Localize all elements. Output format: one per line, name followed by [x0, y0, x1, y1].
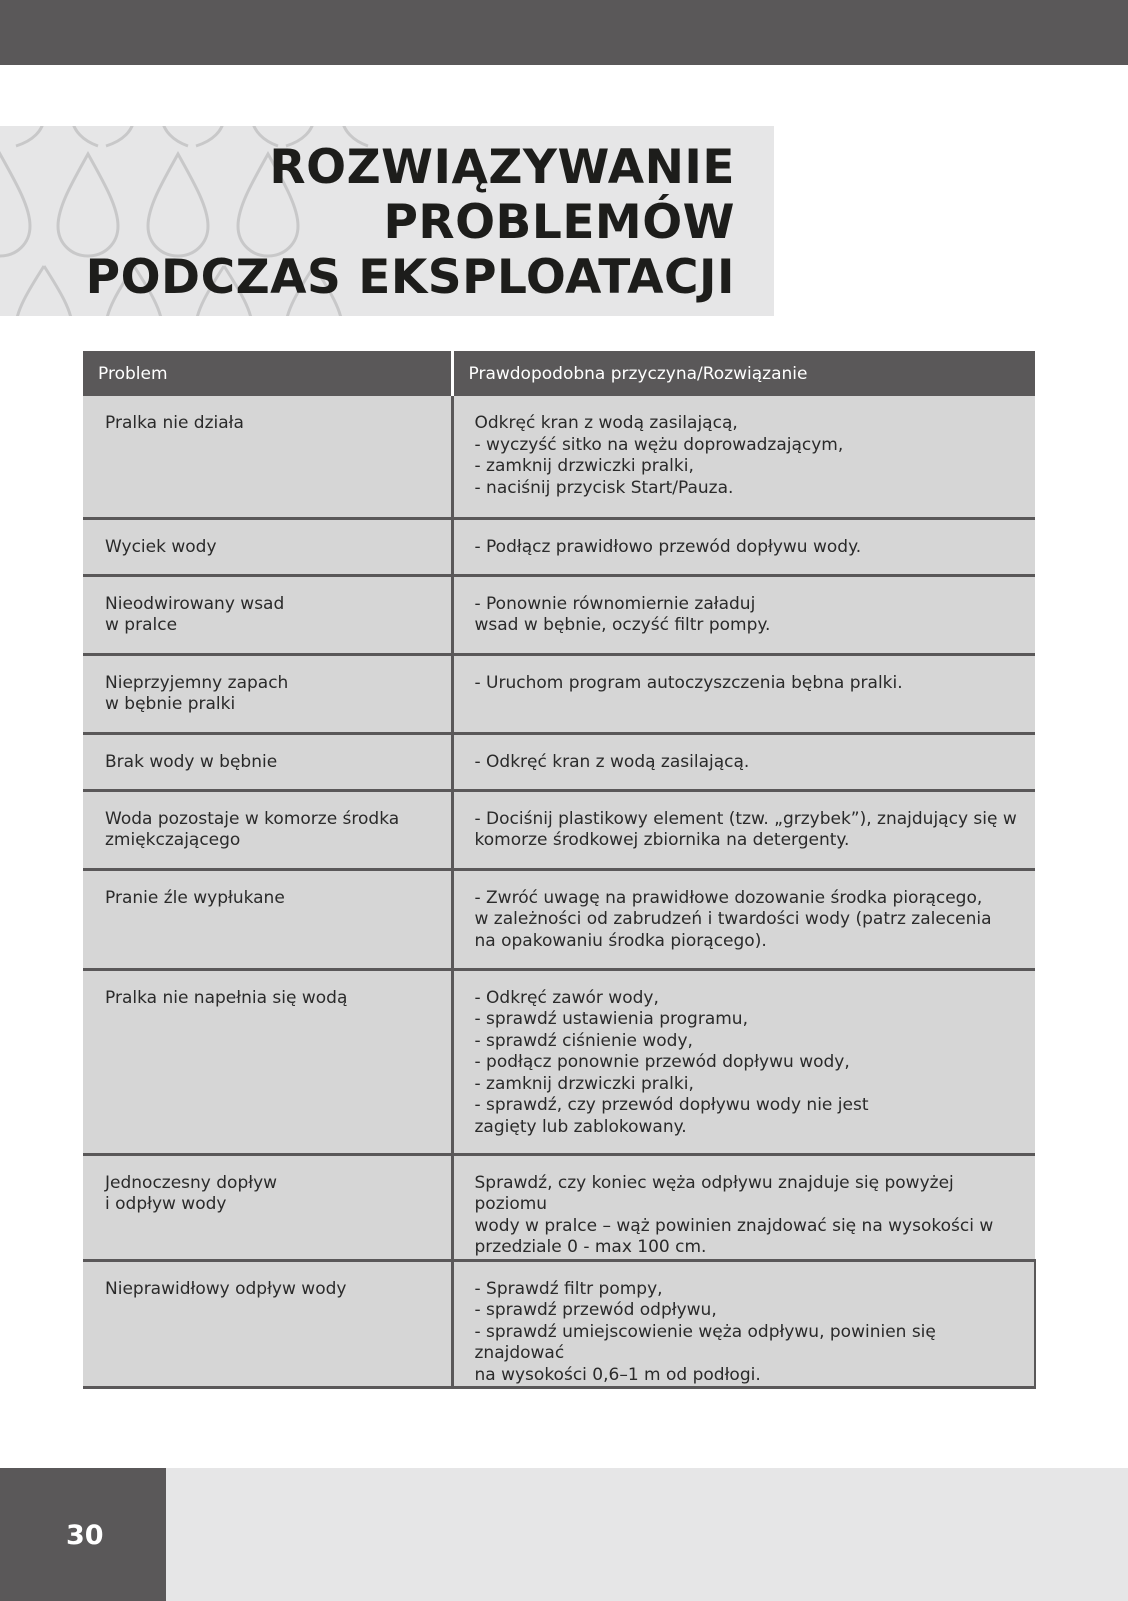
solution-cell: - Sprawdź filtr pompy, - sprawdź przewód odpływu, - sprawdź umiejscowienie węża odpływu, powinien się znajdować na wysokości 0,6–1 m od podłogi. — [452, 1260, 1035, 1388]
solution-cell: - Odkręć kran z wodą zasilającą. — [452, 733, 1035, 790]
solution-cell: - Odkręć zawór wody, - sprawdź ustawienia programu, - sprawdź ciśnienie wody, - podłącz ponownie przewód dopływu wody, - zamknij drzwiczki pralki, - sprawdź, czy przewód dopływu wody nie jest zagięty lub zablokowany. — [452, 969, 1035, 1154]
problem-cell: Nieodwirowany wsad w pralce — [83, 575, 452, 654]
title-line-1: ROZWIĄZYWANIE — [269, 140, 735, 195]
solution-cell: - Ponownie równomiernie załaduj wsad w bębnie, oczyść filtr pompy. — [452, 575, 1035, 654]
page-title — [86, 140, 735, 305]
table-row — [83, 1260, 1035, 1388]
table-header-row — [83, 351, 1035, 396]
problem-cell: Pralka nie napełnia się wodą — [83, 969, 452, 1154]
solution-cell: Odkręć kran z wodą zasilającą, - wyczyść sitko na wężu doprowadzającym, - zamknij drzwiczki pralki, - naciśnij przycisk Start/Pauza. — [452, 396, 1035, 518]
solution-cell: Sprawdź, czy koniec węża odpływu znajduje się powyżej poziomu wody w pralce – wąż powinien znajdować się na wysokości w przedziale 0 - max 100 cm. — [452, 1154, 1035, 1260]
title-line-2: PROBLEMÓW — [383, 195, 735, 250]
troubleshooting-table — [83, 351, 1036, 1389]
table-row — [83, 790, 1035, 869]
header-solution: Prawdopodobna przyczyna/Rozwiązanie — [452, 351, 1035, 396]
page-number: 30 — [66, 1520, 104, 1551]
problem-cell: Nieprawidłowy odpływ wody — [83, 1260, 452, 1388]
problem-cell: Wyciek wody — [83, 518, 452, 575]
footer-band — [166, 1468, 1128, 1601]
problem-cell: Nieprzyjemny zapach w bębnie pralki — [83, 654, 452, 733]
table-row — [83, 654, 1035, 733]
problem-cell: Pralka nie działa — [83, 396, 452, 518]
problem-cell: Woda pozostaje w komorze środka zmiękczającego — [83, 790, 452, 869]
table-row — [83, 396, 1035, 518]
table-row — [83, 969, 1035, 1154]
table-row — [83, 869, 1035, 969]
title-banner — [0, 126, 774, 316]
solution-cell: - Uruchom program autoczyszczenia bębna pralki. — [452, 654, 1035, 733]
problem-cell: Brak wody w bębnie — [83, 733, 452, 790]
title-line-3: PODCZAS EKSPLOATACJI — [85, 250, 735, 305]
problem-cell: Jednoczesny dopływ i odpływ wody — [83, 1154, 452, 1260]
table-row — [83, 1154, 1035, 1260]
solution-cell: - Dociśnij plastikowy element (tzw. „grzybek”), znajdujący się w komorze środkowej zbiornika na detergenty. — [452, 790, 1035, 869]
table-row — [83, 733, 1035, 790]
top-bar — [0, 0, 1128, 65]
table-row — [83, 518, 1035, 575]
header-problem: Problem — [83, 351, 452, 396]
solution-cell: - Zwróć uwagę na prawidłowe dozowanie środka piorącego, w zależności od zabrudzeń i twardości wody (patrz zalecenia na opakowaniu środka piorącego). — [452, 869, 1035, 969]
table-row — [83, 575, 1035, 654]
solution-cell: - Podłącz prawidłowo przewód dopływu wody. — [452, 518, 1035, 575]
problem-cell: Pranie źle wypłukane — [83, 869, 452, 969]
